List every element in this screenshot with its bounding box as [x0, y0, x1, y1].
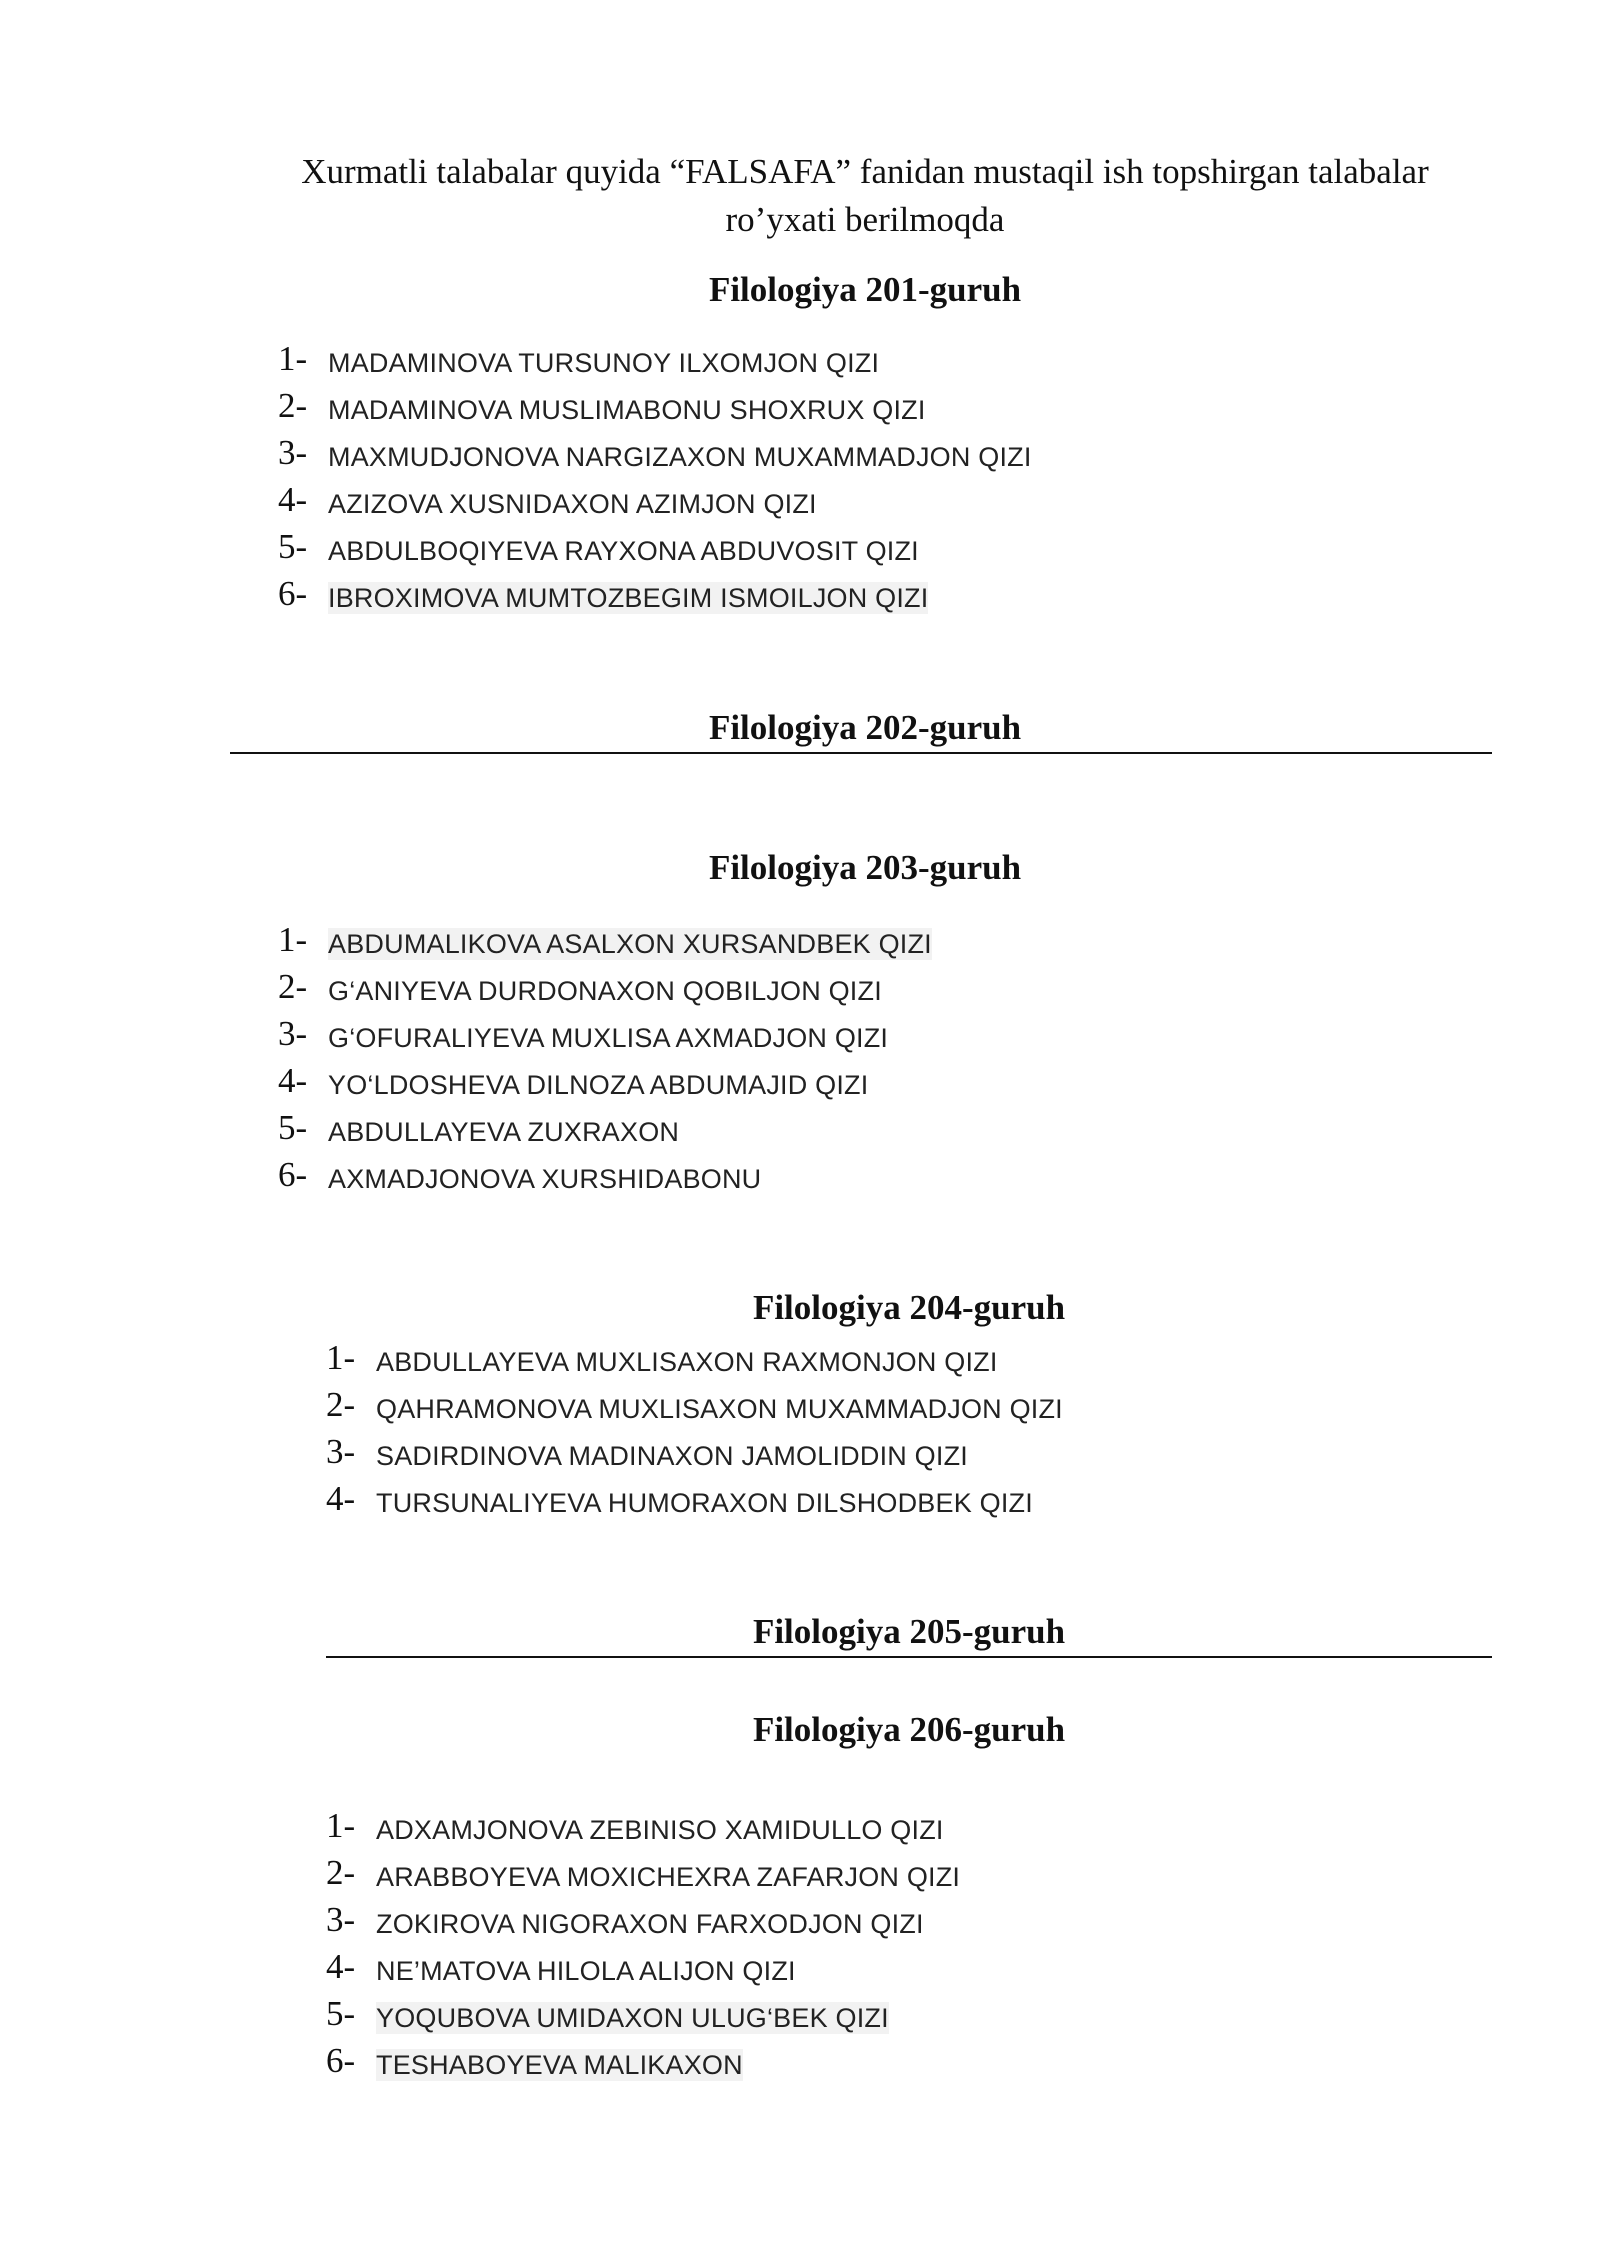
item-number: 5- [278, 1108, 308, 1147]
item-number: 4- [278, 1061, 308, 1100]
student-name: G‘OFURALIYEVA MUXLISA AXMADJON QIZI [328, 1023, 889, 1053]
student-name: NE’MATOVA HILOLA ALIJON QIZI [376, 1956, 796, 1986]
item-number: 1- [278, 339, 308, 378]
group-203-heading: Filologiya 203-guruh [708, 848, 1022, 887]
student-name: ZOKIROVA NIGORAXON FARXODJON QIZI [376, 1909, 924, 1939]
student-name: ARABBOYEVA MOXICHEXRA ZAFARJON QIZI [376, 1862, 961, 1892]
student-name: SADIRDINOVA MADINAXON JAMOLIDDIN QIZI [376, 1441, 968, 1471]
item-number: 4- [326, 1479, 356, 1518]
intro-line-1: Xurmatli talabalar quyida “FALSAFA” fanidan mustaqil ish topshirgan talabalar [301, 152, 1429, 191]
item-number: 6- [278, 1155, 308, 1194]
item-number: 1- [326, 1338, 356, 1377]
intro-line-2: ro’yxati berilmoqda [725, 200, 1005, 239]
group-201-heading: Filologiya 201-guruh [708, 270, 1022, 309]
student-name: IBROXIMOVA MUMTOZBEGIM ISMOILJON QIZI [328, 583, 929, 613]
item-number: 5- [326, 1994, 356, 2033]
item-number: 4- [278, 480, 308, 519]
item-number: 6- [278, 574, 308, 613]
student-name: AZIZOVA XUSNIDAXON AZIMJON QIZI [328, 489, 817, 519]
student-name: G‘ANIYEVA DURDONAXON QOBILJON QIZI [328, 976, 882, 1006]
divider-line [230, 752, 1492, 754]
item-number: 3- [326, 1900, 356, 1939]
student-name: ABDULLAYEVA ZUXRAXON [328, 1117, 680, 1147]
student-name: MAXMUDJONOVA NARGIZAXON MUXAMMADJON QIZI [328, 442, 1032, 472]
student-name: QAHRAMONOVA MUXLISAXON MUXAMMADJON QIZI [376, 1394, 1063, 1424]
student-name: YOQUBOVA UMIDAXON ULUG‘BEK QIZI [376, 2003, 889, 2033]
item-number: 6- [326, 2041, 356, 2080]
student-name: ABDULBOQIYEVA RAYXONA ABDUVOSIT QIZI [328, 536, 919, 566]
student-name: ABDUMALIKOVA ASALXON XURSANDBEK QIZI [328, 929, 932, 959]
item-number: 2- [278, 967, 308, 1006]
student-name: ADXAMJONOVA ZEBINISO XAMIDULLO QIZI [376, 1815, 944, 1845]
group-205-heading: Filologiya 205-guruh [752, 1612, 1066, 1651]
student-name: TURSUNALIYEVA HUMORAXON DILSHODBEK QIZI [376, 1488, 1033, 1518]
item-number: 2- [326, 1853, 356, 1892]
item-number: 5- [278, 527, 308, 566]
item-number: 1- [326, 1806, 356, 1845]
student-name: YO‘LDOSHEVA DILNOZA ABDUMAJID QIZI [328, 1070, 869, 1100]
group-206-heading: Filologiya 206-guruh [752, 1710, 1066, 1749]
item-number: 2- [326, 1385, 356, 1424]
student-name: TESHABOYEVA MALIKAXON [376, 2050, 743, 2080]
student-name: MADAMINOVA MUSLIMABONU SHOXRUX QIZI [328, 395, 926, 425]
student-name: AXMADJONOVA XURSHIDABONU [328, 1164, 762, 1194]
student-name: ABDULLAYEVA MUXLISAXON RAXMONJON QIZI [376, 1347, 998, 1377]
item-number: 3- [326, 1432, 356, 1471]
group-202-heading: Filologiya 202-guruh [708, 708, 1022, 747]
intro-text [240, 148, 1490, 244]
divider-line [326, 1656, 1492, 1658]
item-number: 3- [278, 433, 308, 472]
item-number: 3- [278, 1014, 308, 1053]
item-number: 4- [326, 1947, 356, 1986]
item-number: 1- [278, 920, 308, 959]
group-204-heading: Filologiya 204-guruh [752, 1288, 1066, 1327]
item-number: 2- [278, 386, 308, 425]
student-name: MADAMINOVA TURSUNOY ILXOMJON QIZI [328, 348, 880, 378]
